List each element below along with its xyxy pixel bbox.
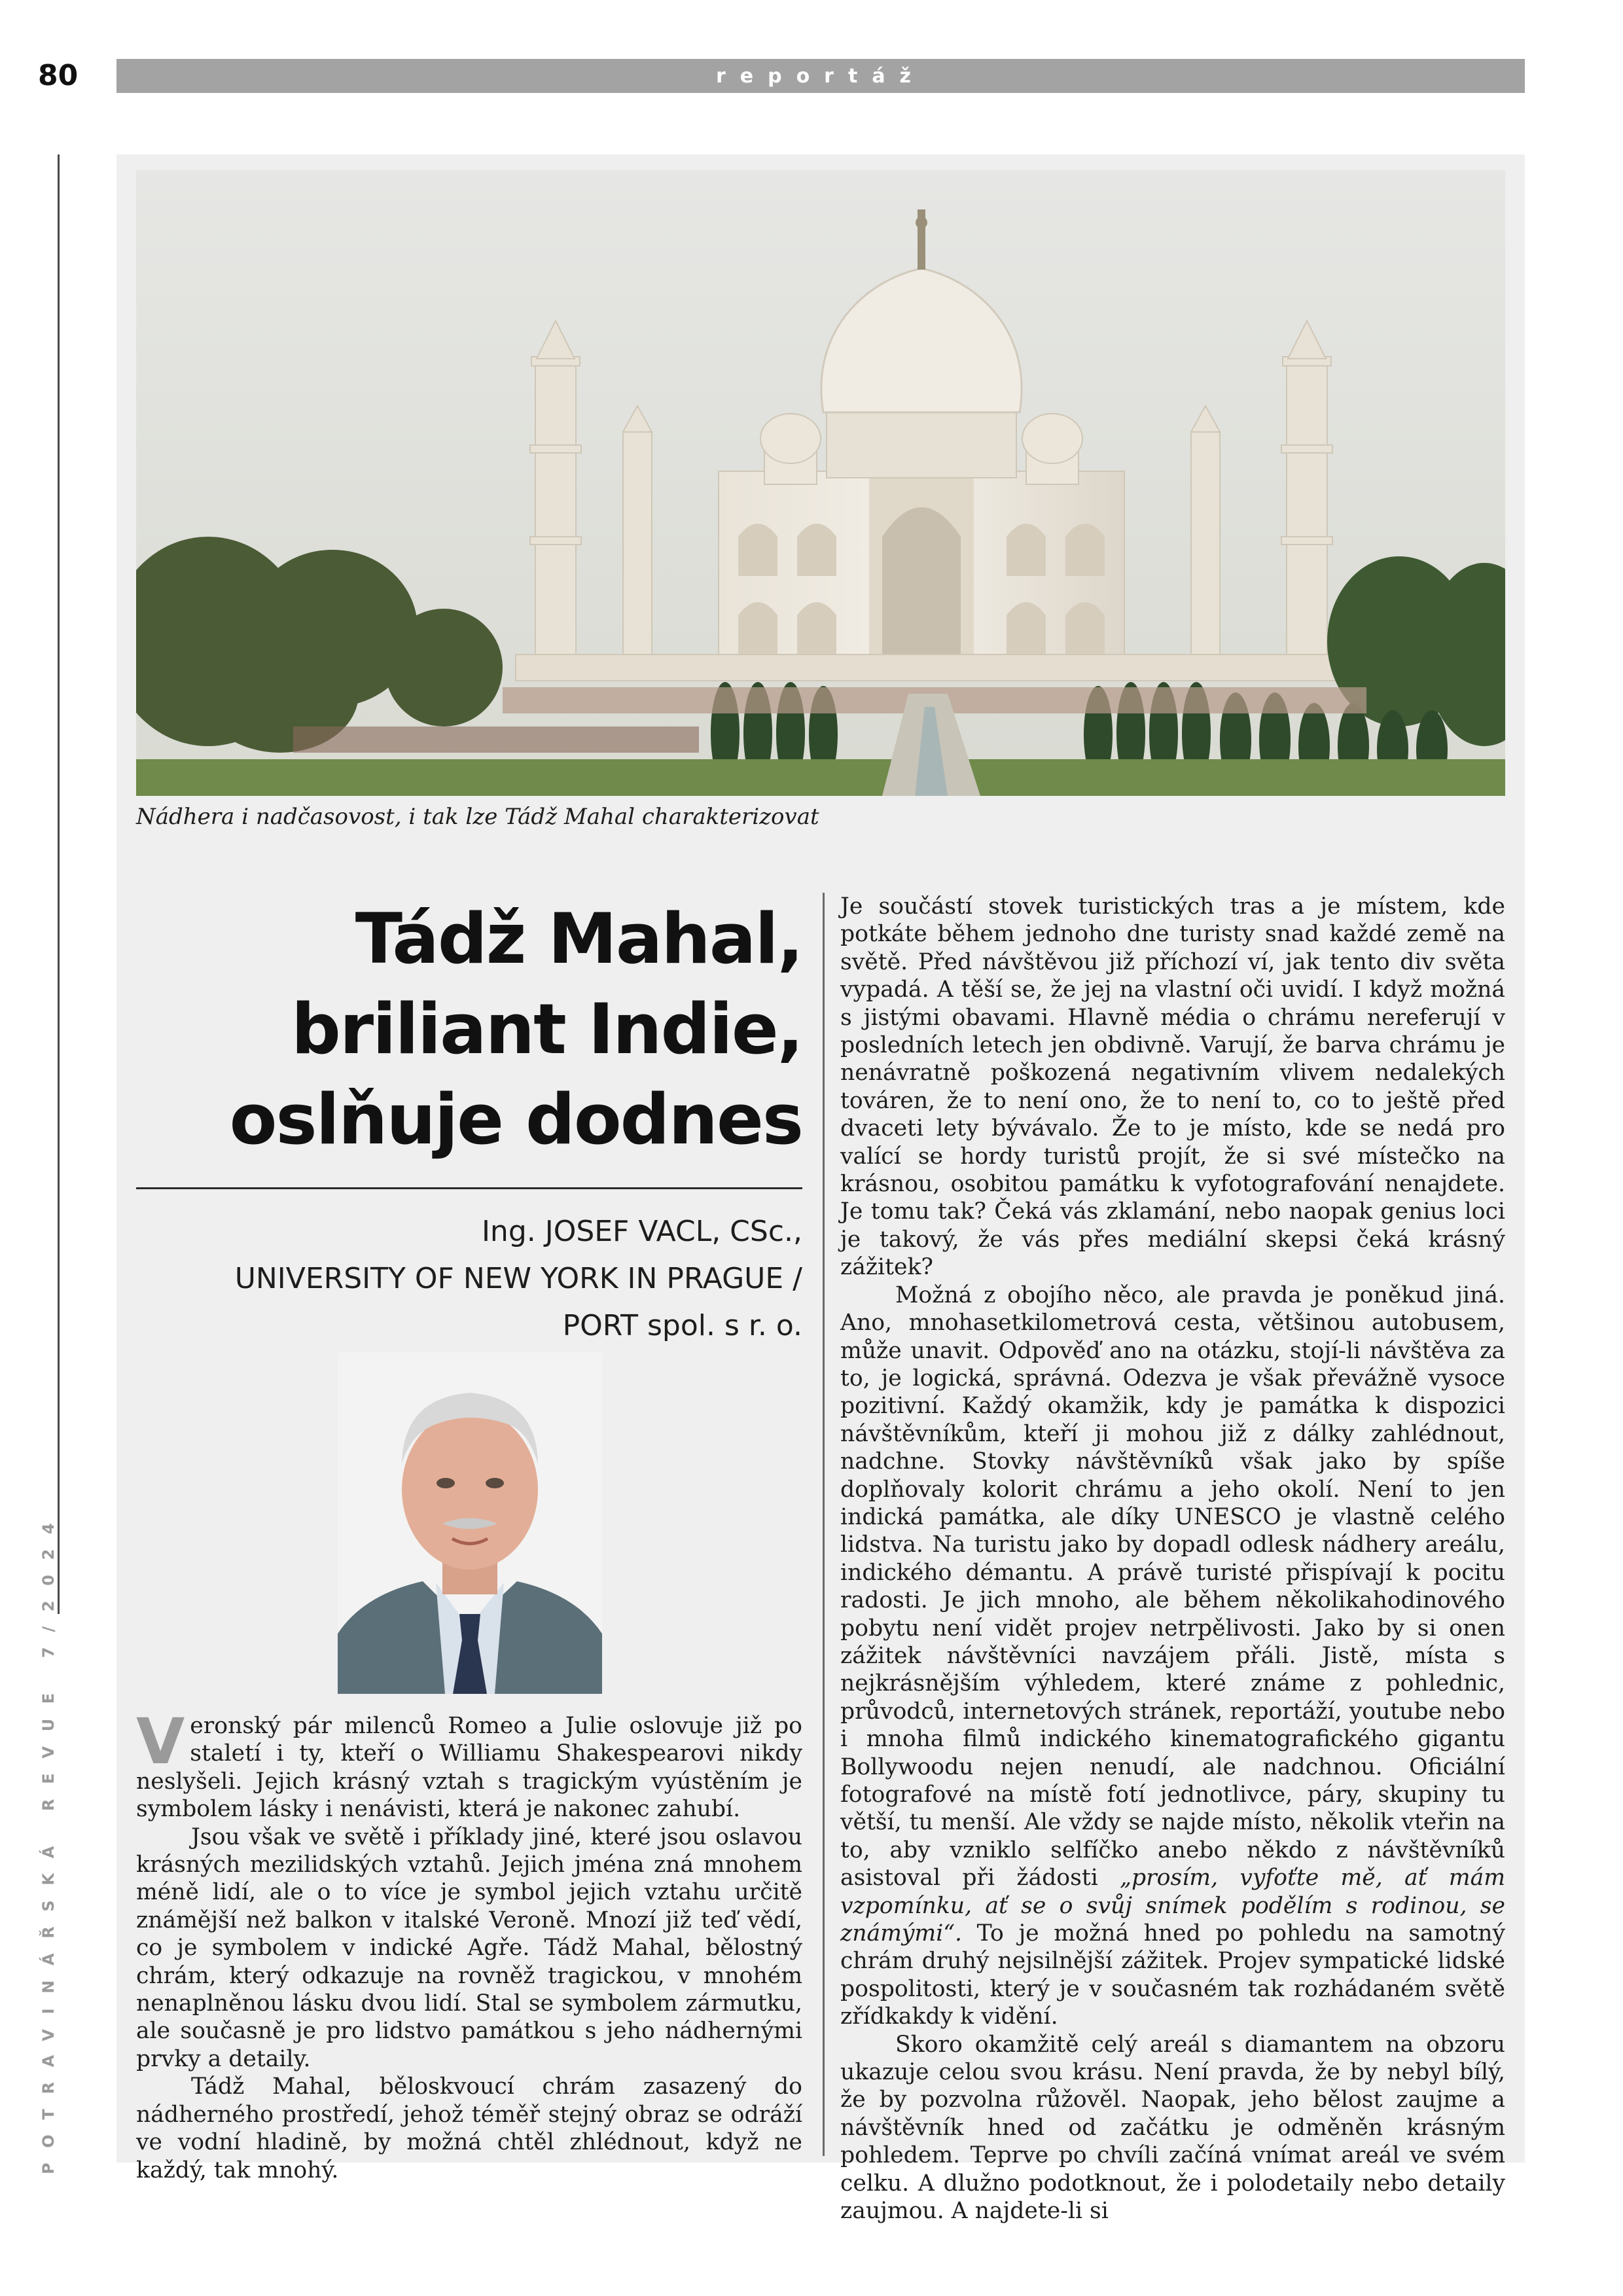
title-divider: [136, 1187, 802, 1189]
author-byline: [136, 1208, 802, 1350]
drop-cap: V: [136, 1705, 185, 1778]
paragraph: [136, 1705, 802, 1823]
article-title: [136, 894, 802, 1165]
paragraph-text: To je možná hned po pohledu na samotný chrám druhý nejsilnější zážitek. Projev sympatické lidské pospolitosti, který je v současném tak rozhádaném světě zřídkakdy k vidění.: [840, 1920, 1505, 2030]
article-column-left: [136, 1705, 802, 2184]
article-column-right: [840, 893, 1505, 2225]
taj-mahal-photo: [136, 170, 1505, 796]
title-line: Tádž Mahal,: [355, 899, 802, 979]
section-header-bar: [116, 59, 1525, 93]
column-rule: [823, 893, 825, 2156]
section-label: reportáž: [715, 64, 926, 88]
page-number: 80: [38, 59, 79, 92]
photo-caption: Nádhera i nadčasovost, i tak lze Tádž Mahal charakterizovat: [136, 804, 819, 830]
author-portrait: [338, 1352, 602, 1694]
paragraph: Jsou však ve světě i příklady jiné, které jsou oslavou krásných mezilidských vztahů. Jejich jména zná mnohem méně lidí, ale o to více je symbol jejich vztahu určitě známější než balkon v italské Veroně. Mnozí již teď vědí, co je symbolem v indické Agře. Tádž Mahal, bělostný chrám, který odkazuje na rovněž tragickou, v mnohém nenaplněnou lásku dvou lidí. Stal se symbolem zármutku, ale současně je pro lidstvo památkou s jeho nádhernými prvky a detaily.: [136, 1823, 802, 2072]
title-line: oslňuje dodnes: [229, 1079, 802, 1160]
author-affiliation: UNIVERSITY OF NEW YORK IN PRAGUE /: [234, 1262, 802, 1295]
paragraph-text: Možná z obojího něco, ale pravda je poněkud jiná. Ano, mnohasetkilometrová cesta, většinou autobusem, může unavit. Odpověď ano na otázku, stojí-li návštěva za to, je logická, správná. Odezva je však převážně vysoce pozitivní. Každý okamžik, kdy je památka k dispozici návštěvníkům, kteří ji mohou již z dálky zahlédnout, nadchne. Stovky návštěvníků však jako by spíše doplňovaly kolorit chrámu a jeho okolí. Není to jen indická památka, ale díky UNESCO je vlastně celého lidstva. Na turistu jako by dopadl odlesk nádhery areálu, indického démantu. A právě turisté přispívají k pocitu radosti. Je jich mnoho, ale během několikahodinového pobytu není vidět projev netrpělivosti. Jako by si onen zážitek návštěvníci navzájem přáli. Jistě, místa s nejkrásnějším výhledem, které známe z pohlednic, průvodců, internetových stránek, reportáží, youtube nebo i mnoha filmů indického kinematografického gigantu Bollywoodu nejen nenudí, ale nadchnou. Oficiální fotografové na místě fotí jednotlivce, páry, skupiny tu větší, tu menší. Ale vždy se najde místo, několik vteřin na to, aby vzniklo selfíčko anebo někdo z návštěvníků asistoval při žádosti: [840, 1282, 1505, 1892]
paragraph-text: eronský pár milenců Romeo a Julie oslovuje již po staletí i ty, kteří o Williamu Shakespearovi nikdy neslyšeli. Jejich krásný vztah s tragickým vyústěním je symbolem lásky i nenávisti, která je nakonec zahubí.: [136, 1713, 802, 1823]
author-company: PORT spol. s r. o.: [562, 1309, 802, 1342]
paragraph: Skoro okamžitě celý areál s diamantem na obzoru ukazuje celou svou krásu. Není pravda, že by nebyl bílý, že by pozvolna růžověl. Naopak, jeho bělost zaujme a návštěvník hned od začátku je odměněn krásným pohledem. Teprve po chvíli začíná vnímat areál ve svém celku. A dlužno podotknout, že i polodetaily nebo detaily zaujmou. A najdete-li si: [840, 2031, 1505, 2225]
paragraph: Je součástí stovek turistických tras a je místem, kde potkáte během jednoho dne turisty snad každé země na světě. Před návštěvou již příchozí ví, jak tento div světa vypadá. A těší se, že jej na vlastní oči uvidí. I když možná s jistými obavami. Hlavně média o chrámu nereferují v posledních letech jen obdivně. Varují, že barva chrámu je nenávratně poškozená negativním vlivem nedalekých továren, že to není ono, že to není to, co to ještě před dvaceti lety bývávalo. Že to je místo, kde se nedá pro valící se hordy turistů projít, že si své místečko na krásnou, osobitou památku k vyfotografování nenajdete. Je tomu tak? Čeká vás zklamání, nebo naopak genius loci je takový, že vás přes mediální skepsi čeká krásný zážitek?: [840, 893, 1505, 1281]
paragraph: Tádž Mahal, běloskvoucí chrám zasazený do nádherného prostředí, jehož téměř stejný obraz se odráží ve vodní hladině, by možná chtěl zhlédnout, když ne každý, tak mnohý.: [136, 2073, 802, 2183]
paragraph: [840, 1282, 1505, 2031]
journal-name-vertical: POTRAVINÁŘSKÁ REVUE 7/2024: [39, 1508, 58, 2174]
title-line: briliant Indie,: [291, 989, 802, 1069]
author-name: Ing. JOSEF VACL, CSc.,: [481, 1215, 802, 1248]
side-rule: [58, 154, 60, 1614]
quote-text: „prosím, vyfoťte mě, ať mám vzpomínku, ať se o svůj snímek podělím s rodinou, se známými“.: [840, 1865, 1505, 1947]
